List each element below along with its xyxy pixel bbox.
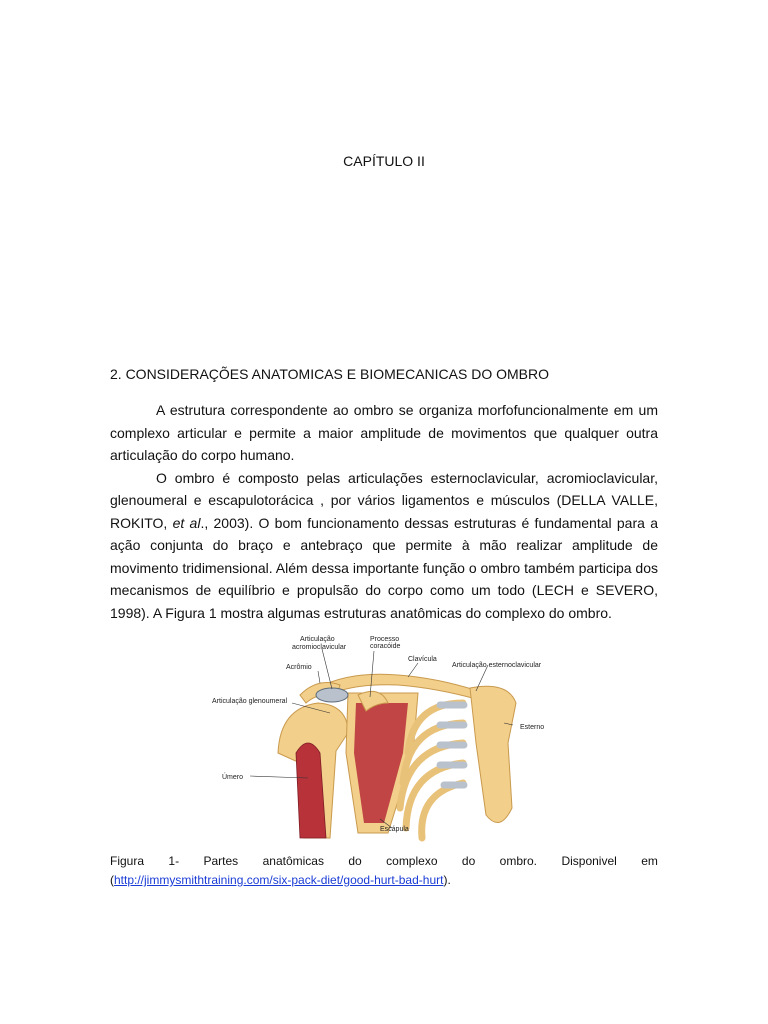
- body-text: [110, 399, 658, 624]
- label-umero: Úmero: [222, 774, 244, 781]
- section-heading: 2. CONSIDERAÇÕES ANATOMICAS E BIOMECANICAS DO OMBRO: [110, 366, 550, 382]
- chapter-title: CAPÍTULO II: [343, 153, 425, 169]
- figure-source-link[interactable]: http://jimmysmithtraining.com/six-pack-diet/good-hurt-bad-hurt: [114, 873, 444, 887]
- caption-word: complexo: [386, 854, 438, 868]
- figure-caption: [110, 852, 658, 890]
- label-esternoclavicular: Articulação esternoclavicular: [452, 662, 542, 669]
- label-acromio: Acrômio: [286, 664, 312, 671]
- et-al: et al: [172, 514, 201, 531]
- label-acromioclavicular: Articulação acromioclavicular: [292, 636, 347, 651]
- paragraph-1: A estrutura correspondente ao ombro se organiza morfofuncionalmente em um complexo articular e permite a maior amplitude de movimentos que qualquer outra articulação do corpo humano.: [110, 402, 658, 463]
- caption-word: anatômicas: [262, 854, 324, 868]
- caption-close: ).: [443, 873, 451, 887]
- caption-word: do: [348, 854, 362, 868]
- caption-word: do: [461, 854, 476, 868]
- caption-line-1: [110, 852, 658, 871]
- caption-word: ombro.: [499, 854, 538, 868]
- costal-cartilages: [440, 705, 464, 785]
- label-coracoide: Processo coracóide: [370, 636, 401, 650]
- paragraph-2: [110, 467, 658, 625]
- caption-word: Disponivel: [561, 854, 617, 868]
- caption-word: Figura: [110, 854, 145, 868]
- label-glenoumeral: Articulação glenoumeral: [212, 698, 288, 705]
- caption-word: Partes: [203, 854, 239, 868]
- label-esterno: Esterno: [520, 724, 545, 731]
- paragraph-2-part-2: ., 2003). O bom funcionamento dessas estruturas é fundamental para a ação conjunta do braço e antebraço que permite à mão realizar amplitude de movimento tridimensional. Além dessa importante função o ombro também participa dos mecanismos de equilíbrio e propulsão do corpo como um todo (LECH e SEVERO, 1998). A Figura 1 mostra algumas estruturas anatômicas do complexo do ombro.: [110, 514, 658, 621]
- shoulder-anatomy-figure: [208, 633, 560, 845]
- label-clavicula: Clavícula: [408, 656, 437, 663]
- caption-word: em: [641, 854, 658, 868]
- sternum-bone: [470, 686, 516, 822]
- paragraph-2-part-1: O ombro é composto pelas articulações esternoclavicular, acromioclavicular, glenoumeral e escapulotorácica , por vários ligamentos e músculos (DELLA VALLE, ROKITO,: [110, 469, 658, 531]
- caption-open-paren: (: [110, 873, 114, 887]
- label-escapula: Escápula: [380, 826, 409, 833]
- caption-word: 1-: [168, 854, 180, 868]
- acromioclavicular-joint: [316, 688, 348, 702]
- caption-line-2: [110, 871, 658, 890]
